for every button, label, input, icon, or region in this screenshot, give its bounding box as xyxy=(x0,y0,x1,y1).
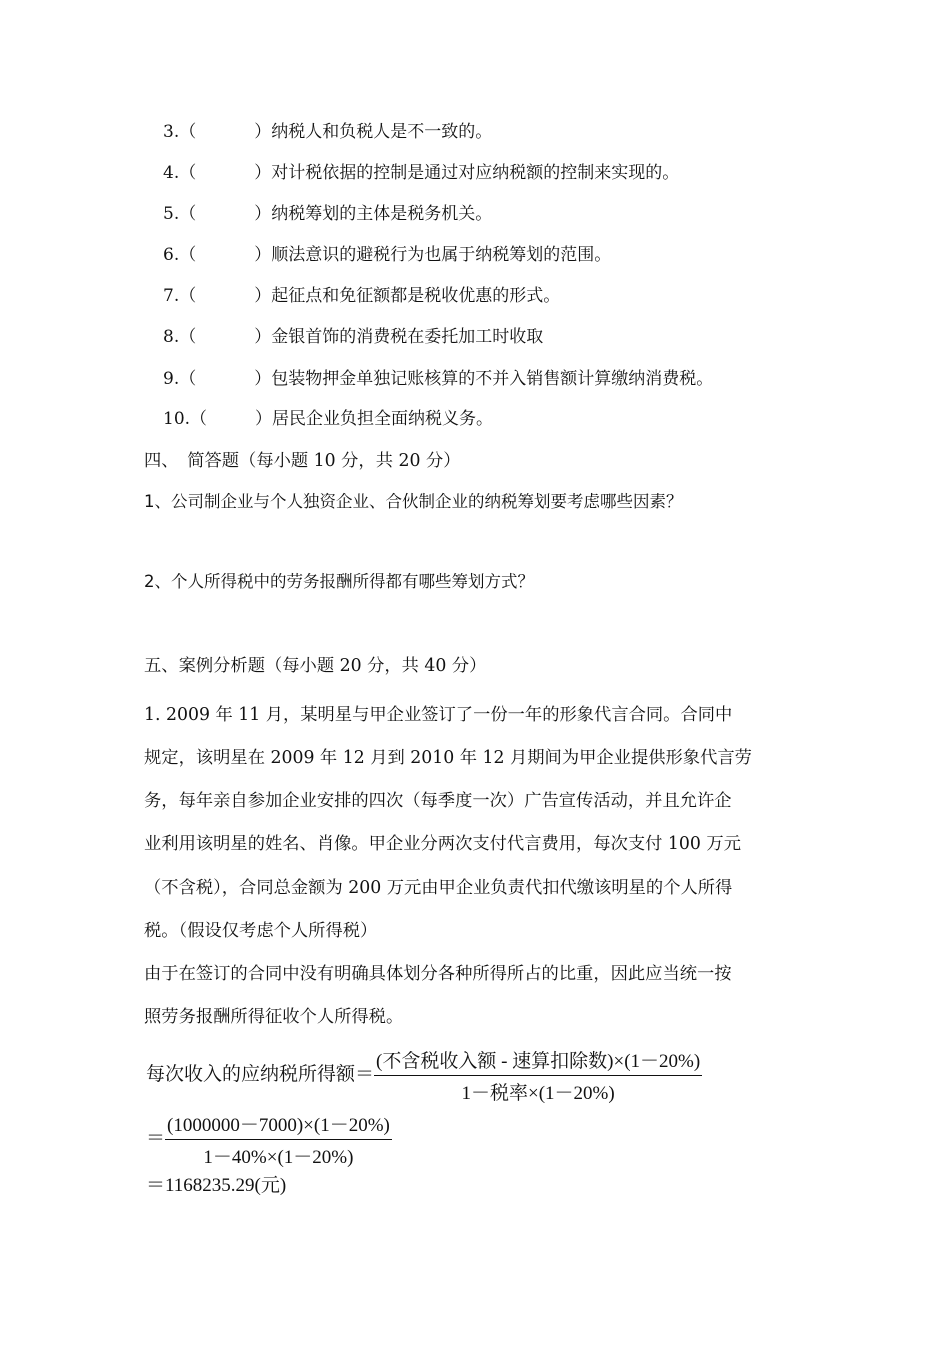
judgment-item xyxy=(163,322,543,347)
judgment-item xyxy=(163,281,560,306)
case-text-line: （不含税），合同总金额为 200 万元由甲企业负责代扣代缴该明星的个人所得 xyxy=(144,878,733,898)
judgment-item xyxy=(163,158,679,183)
item-text: 顺法意识的避税行为也属于纳税筹划的范围。 xyxy=(271,245,612,265)
case-text-line: 务，每年亲自参加企业安排的四次（每季度一次）广告宣传活动，并且允许企 xyxy=(144,791,732,811)
item-text: 对计税依据的控制是通过对应纳税额的控制来实现的。 xyxy=(271,163,680,183)
formula-line-1 xyxy=(146,1046,702,1105)
item-text: 居民企业负担全面纳税义务。 xyxy=(272,409,494,429)
formula-lhs: 每次收入的应纳税所得额＝ xyxy=(146,1063,375,1085)
paren-close: ） xyxy=(254,245,272,265)
case-text-line: 业利用该明星的姓名、肖像。甲企业分两次支付代言费用，每次支付 100 万元 xyxy=(144,834,741,854)
item-text: 包装物押金单独记账核算的不并入销售额计算缴纳消费税。 xyxy=(271,369,714,389)
paren-close: ） xyxy=(254,327,272,347)
fraction-numerator: (不含税收入额 - 速算扣除数)×(1－20%) xyxy=(374,1046,702,1076)
fraction-numerator: (1000000－7000)×(1－20%) xyxy=(165,1110,392,1140)
item-number: 4. xyxy=(163,163,180,183)
item-text: 纳税筹划的主体是税务机关。 xyxy=(271,204,493,224)
section-heading: 五、案例分析题（每小题 20 分，共 40 分） xyxy=(144,656,487,676)
item-number: 10. xyxy=(163,409,191,429)
case-text-line: 税。（假设仅考虑个人所得税） xyxy=(144,921,378,941)
paren-close: ） xyxy=(254,369,272,389)
formula-equals: ＝ xyxy=(146,1127,166,1149)
judgment-item xyxy=(163,117,492,142)
judgment-item xyxy=(163,240,611,265)
paren-close: ） xyxy=(255,409,273,429)
formula-fraction xyxy=(165,1110,392,1169)
case-text-line: 由于在签订的合同中没有明确具体划分各种所得所占的比重，因此应当统一按 xyxy=(144,964,732,984)
item-number: 5. xyxy=(163,204,180,224)
answer-blank: （ xyxy=(179,204,197,224)
judgment-item xyxy=(163,199,492,224)
fraction-denominator: 1－40%×(1－20%) xyxy=(203,1147,354,1168)
item-number: 3. xyxy=(163,122,180,142)
item-number: 7. xyxy=(163,286,180,306)
case-text-line: 照劳务报酬所得征收个人所得税。 xyxy=(144,1007,404,1027)
item-number: 9. xyxy=(163,369,180,389)
item-number: 8. xyxy=(163,327,180,347)
section-heading: 四、 简答题（每小题 10 分，共 20 分） xyxy=(144,451,461,471)
short-answer-question: 2、个人所得税中的劳务报酬所得都有哪些筹划方式？ xyxy=(144,572,534,591)
judgment-item xyxy=(163,364,713,389)
case-text-line: 1. 2009 年 11 月，某明星与甲企业签订了一份一年的形象代言合同。合同中 xyxy=(144,705,733,725)
item-text: 起征点和免征额都是税收优惠的形式。 xyxy=(271,286,561,306)
answer-blank: （ xyxy=(179,163,197,183)
answer-blank: （ xyxy=(190,409,208,429)
fraction-denominator: 1－税率×(1－20%) xyxy=(461,1083,615,1104)
judgment-item xyxy=(163,404,493,429)
formula-result: ＝1168235.29(元) xyxy=(146,1175,287,1196)
formula-line-2 xyxy=(146,1110,392,1169)
item-number: 6. xyxy=(163,245,180,265)
paren-close: ） xyxy=(254,286,272,306)
answer-blank: （ xyxy=(179,286,197,306)
item-text: 纳税人和负税人是不一致的。 xyxy=(271,122,493,142)
case-text-line: 规定，该明星在 2009 年 12 月到 2010 年 12 月期间为甲企业提供形象代言劳 xyxy=(144,748,752,768)
answer-blank: （ xyxy=(179,245,197,265)
paren-close: ） xyxy=(254,163,272,183)
paren-close: ） xyxy=(254,122,272,142)
answer-blank: （ xyxy=(179,369,197,389)
item-text: 金银首饰的消费税在委托加工时收取 xyxy=(271,327,544,347)
answer-blank: （ xyxy=(179,327,197,347)
answer-blank: （ xyxy=(179,122,197,142)
formula-fraction xyxy=(374,1046,702,1105)
short-answer-question: 1、公司制企业与个人独资企业、合伙制企业的纳税筹划要考虑哪些因素？ xyxy=(144,492,683,511)
paren-close: ） xyxy=(254,204,272,224)
